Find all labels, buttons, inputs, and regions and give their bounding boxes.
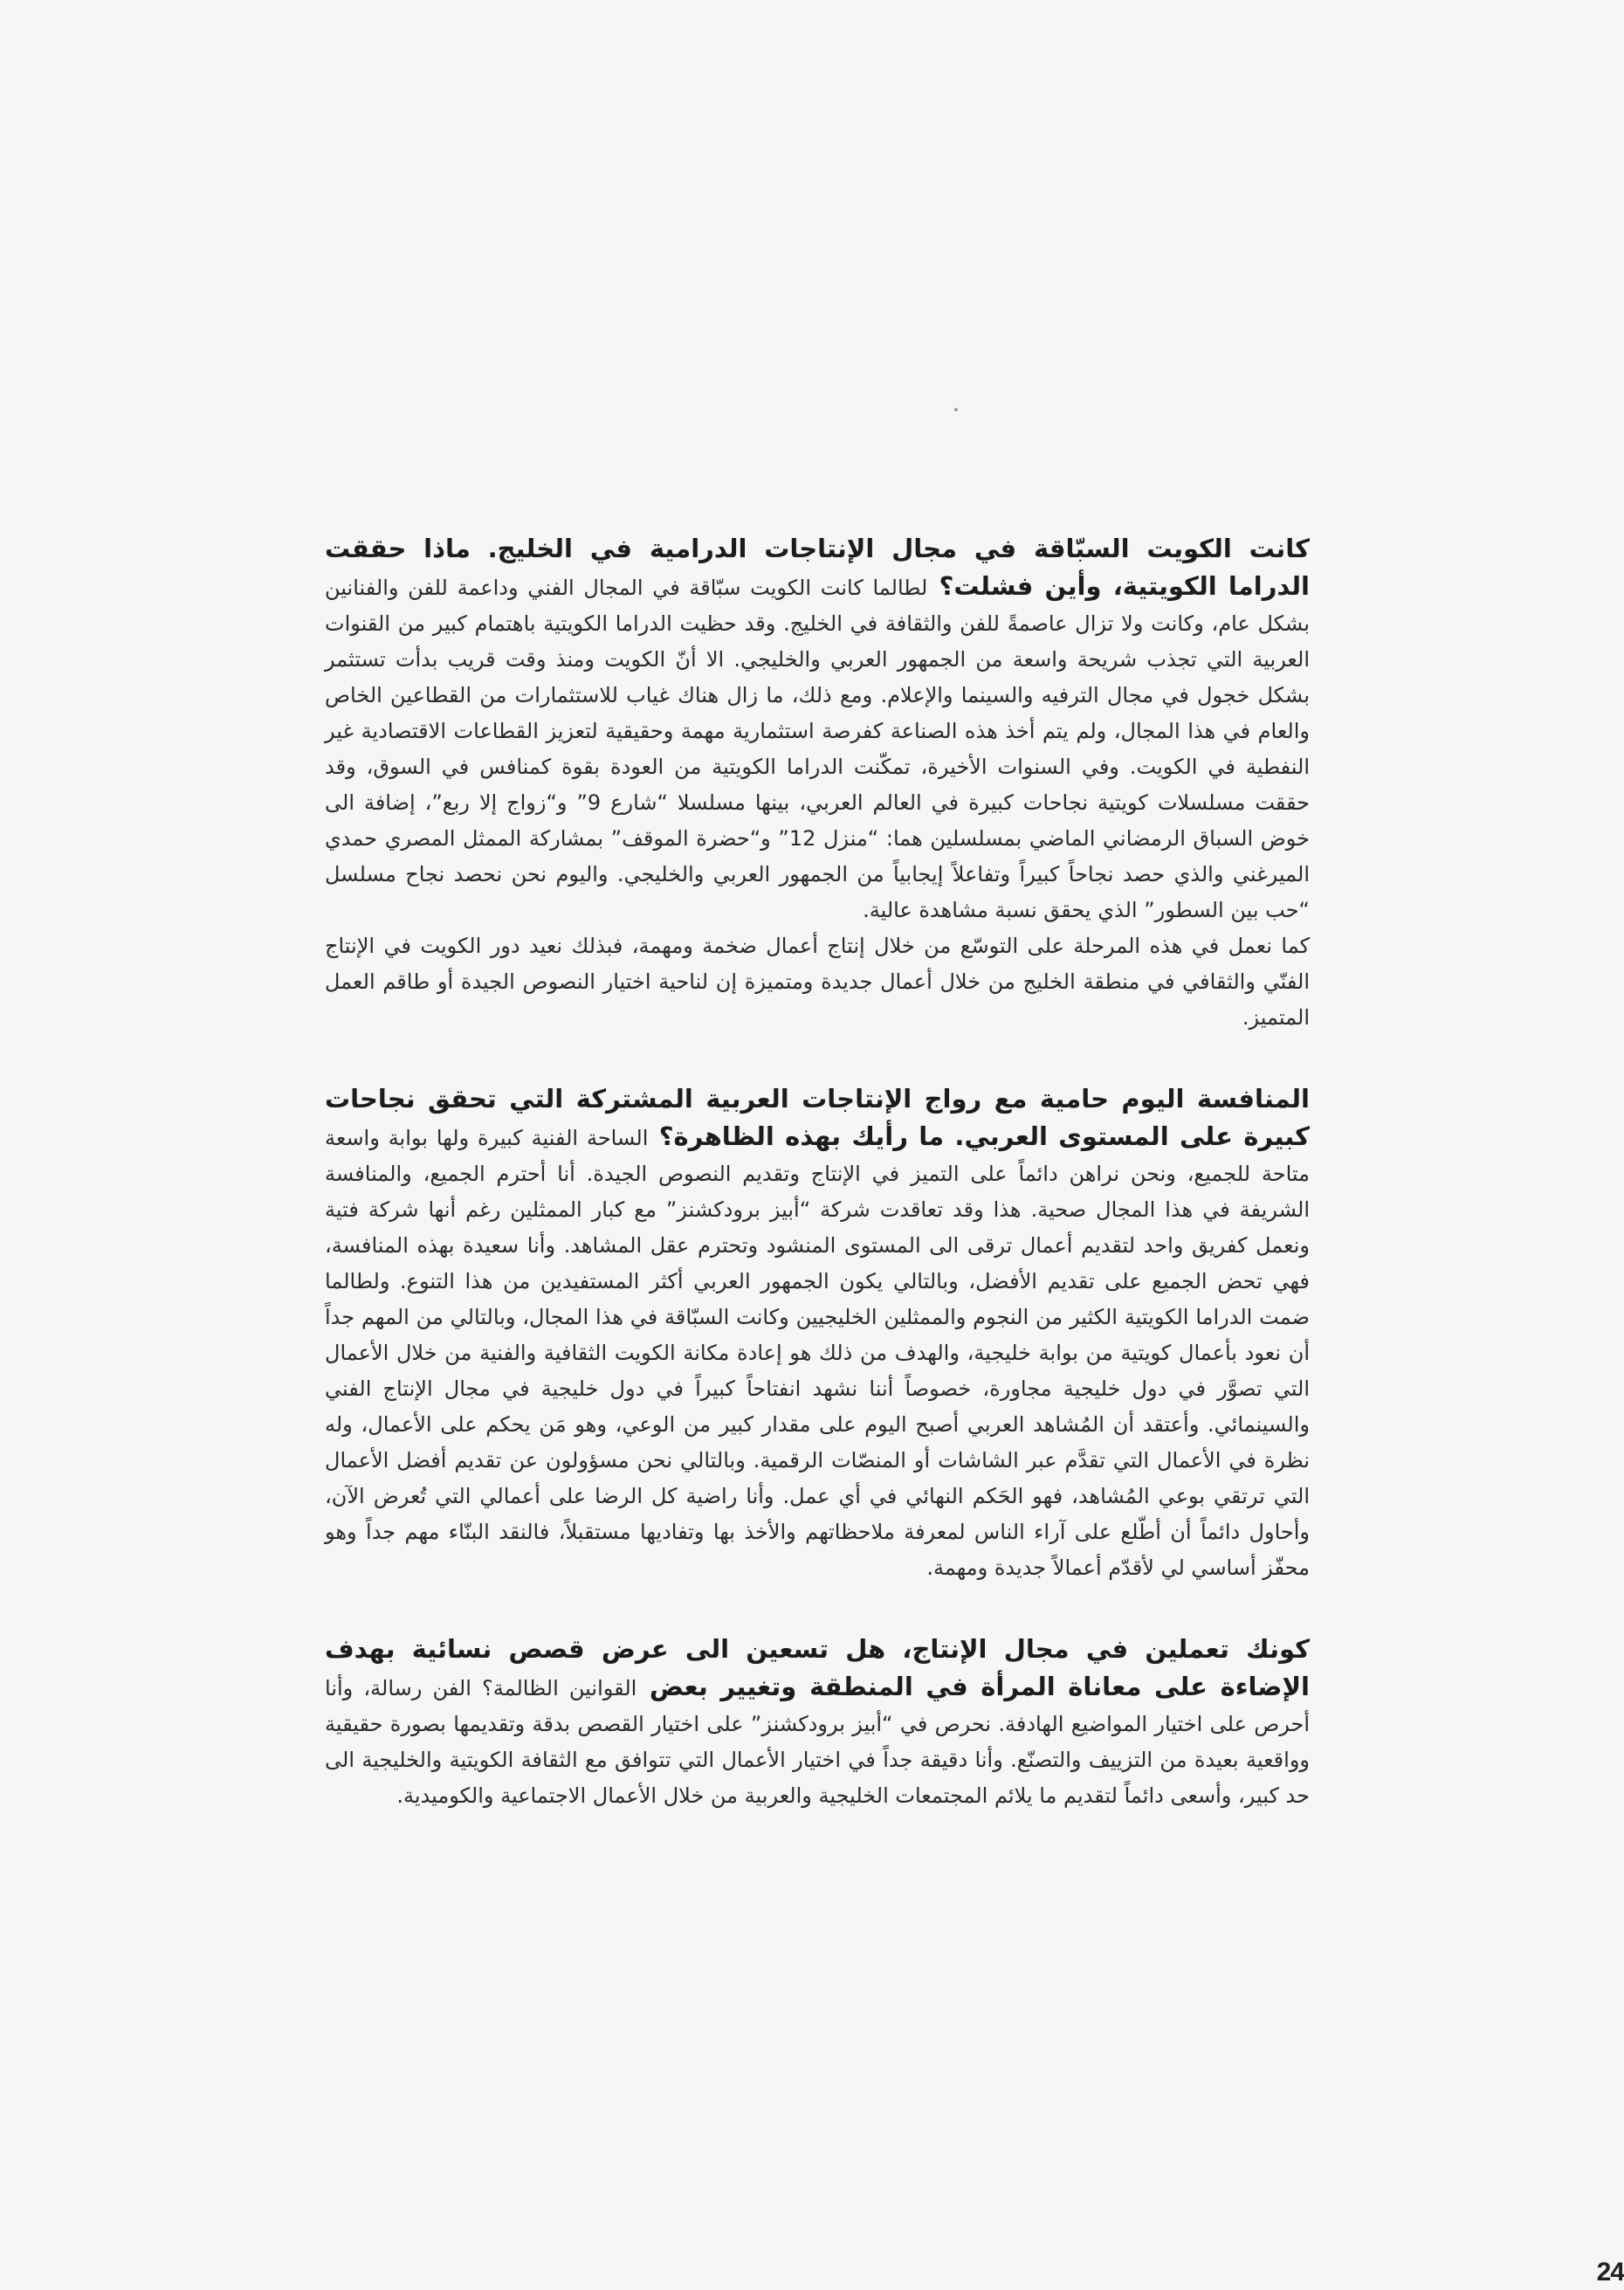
page-number: 24: [1596, 2258, 1624, 2287]
interview-section-1: [325, 531, 1310, 1036]
interview-question: كانت الكويت السبّاقة في مجال الإنتاجات الدرامية في الخليج. ماذا حققت الدراما الكويتية، وأين فشلت؟: [325, 534, 1310, 601]
paper-speck: [954, 408, 958, 411]
paragraph: [325, 1081, 1310, 1586]
interview-section-2: [325, 1081, 1310, 1586]
interview-question: كونك تعملين في مجال الإنتاج، هل تسعين الى عرض قصص نسائية بهدف الإضاءة على معاناة المرأة في المنطقة وتغيير بعض: [325, 1634, 1310, 1701]
interview-answer: القوانين الظالمة؟ الفن رسالة، وأنا أحرص على اختيار المواضيع الهادفة. نحرص في “أبيز برودكشنز” على اختيار القصص بدقة وتقديمها بصورة حقيقية وواقعية بعيدة من التزييف والتصنّع. وأنا دقيقة جداً في اختيار الأعمال التي تتوافق مع الثقافة الكويتية والخليجية الى حد كبير، وأسعى دائماً لتقديم ما يلائم المجتمعات الخليجية والعربية من خلال الأعمال الاجتماعية والكوميدية.: [325, 1676, 1310, 1808]
interview-answer: الساحة الفنية كبيرة ولها بوابة واسعة متاحة للجميع، ونحن نراهن دائماً على التميز في الإنتاج وتقديم النصوص الجيدة. أنا أحترم الجميع، والمنافسة الشريفة في هذا المجال صحية. هذا وقد تعاقدت شركة “أبيز برودكشنز” مع كبار الممثلين رغم أنها شركة فتية ونعمل كفريق واحد لتقديم أعمال ترقى الى المستوى المنشود وتحترم عقل المشاهد. وأنا سعيدة بهذه المنافسة، فهي تحض الجميع على تقديم الأفضل، وبالتالي يكون الجمهور العربي أكثر المستفيدين من هذا التنوع. ولطالما ضمت الدراما الكويتية الكثير من النجوم والممثلين الخليجيين وكانت السبّاقة في هذا المجال، وبالتالي من المهم جداً أن نعود بأعمال كويتية من بوابة خليجية، والهدف من ذلك هو إعادة مكانة الكويت الثقافية والفنية من خلال الأعمال التي تصوَّر في دول خليجية مجاورة، خصوصاً أننا نشهد انفتاحاً كبيراً في دول خليجية في مجال الإنتاج الفني والسينمائي. وأعتقد أن المُشاهد العربي أصبح اليوم على مقدار كبير من الوعي، وهو مَن يحكم على الأعمال، وله نظرة في الأعمال التي تقدَّم عبر الشاشات أو المنصّات الرقمية. وبالتالي نحن مسؤولون عن تقديم أفضل الأعمال التي ترتقي بوعي المُشاهد، فهو الحَكم النهائي في أي عمل. وأنا راضية كل الرضا على أعمالي التي تُعرض الآن، وأحاول دائماً أن أطّلع على آراء الناس لمعرفة ملاحظاتهم والأخذ بها وتفاديها مستقبلاً، فالنقد البنّاء مهم جداً وهو محفّز أساسي لي لأقدّم أعمالاً جديدة ومهمة.: [325, 1126, 1310, 1580]
paragraph: [325, 531, 1310, 928]
interview-article: [325, 531, 1310, 1859]
interview-answer: لطالما كانت الكويت سبّاقة في المجال الفني وداعمة للفن والفنانين بشكل عام، وكانت ولا تزال عاصمةً للفن والثقافة في الخليج. وقد حظيت الدراما الكويتية باهتمام كبير من القنوات العربية التي تجذب شريحة واسعة من الجمهور العربي والخليجي. الا أنّ الكويت ومنذ وقت قريب بدأت تستثمر بشكل خجول في مجال الترفيه والسينما والإعلام. ومع ذلك، ما زال هناك غياب للاستثمارات من القطاعين الخاص والعام في هذا المجال، ولم يتم أخذ هذه الصناعة كفرصة استثمارية مهمة وحقيقية لتعزيز القطاعات الاقتصادية غير النفطية في الكويت. وفي السنوات الأخيرة، تمكّنت الدراما الكويتية من العودة بقوة كمنافس في السوق، وقد حققت مسلسلات كويتية نجاحات كبيرة في العالم العربي، بينها مسلسلا “شارع 9” و“زواج إلا ربع”، إضافة الى خوض السباق الرمضاني الماضي بمسلسلين هما: “منزل 12” و“حضرة الموقف” بمشاركة الممثل المصري حمدي الميرغني والذي حصد نجاحاً كبيراً وتفاعلاً إيجابياً من الجمهور العربي والخليجي. واليوم نحن نحصد نجاح مسلسل “حب بين السطور” الذي يحقق نسبة مشاهدة عالية.: [325, 576, 1311, 922]
interview-section-3: [325, 1631, 1310, 1814]
paragraph-continuation: كما نعمل في هذه المرحلة على التوسّع من خلال إنتاج أعمال ضخمة ومهمة، فبذلك نعيد دور الكويت في الإنتاج الفنّي والثقافي في منطقة الخليج من خلال أعمال جديدة ومتميزة إن لناحية اختيار النصوص الجيدة أو طاقم العمل المتميز.: [325, 934, 1310, 1030]
interview-question: المنافسة اليوم حامية مع رواج الإنتاجات العربية المشتركة التي تحقق نجاحات كبيرة على المستوى العربي. ما رأيك بهذه الظاهرة؟: [325, 1084, 1311, 1151]
paragraph: [325, 1631, 1310, 1814]
